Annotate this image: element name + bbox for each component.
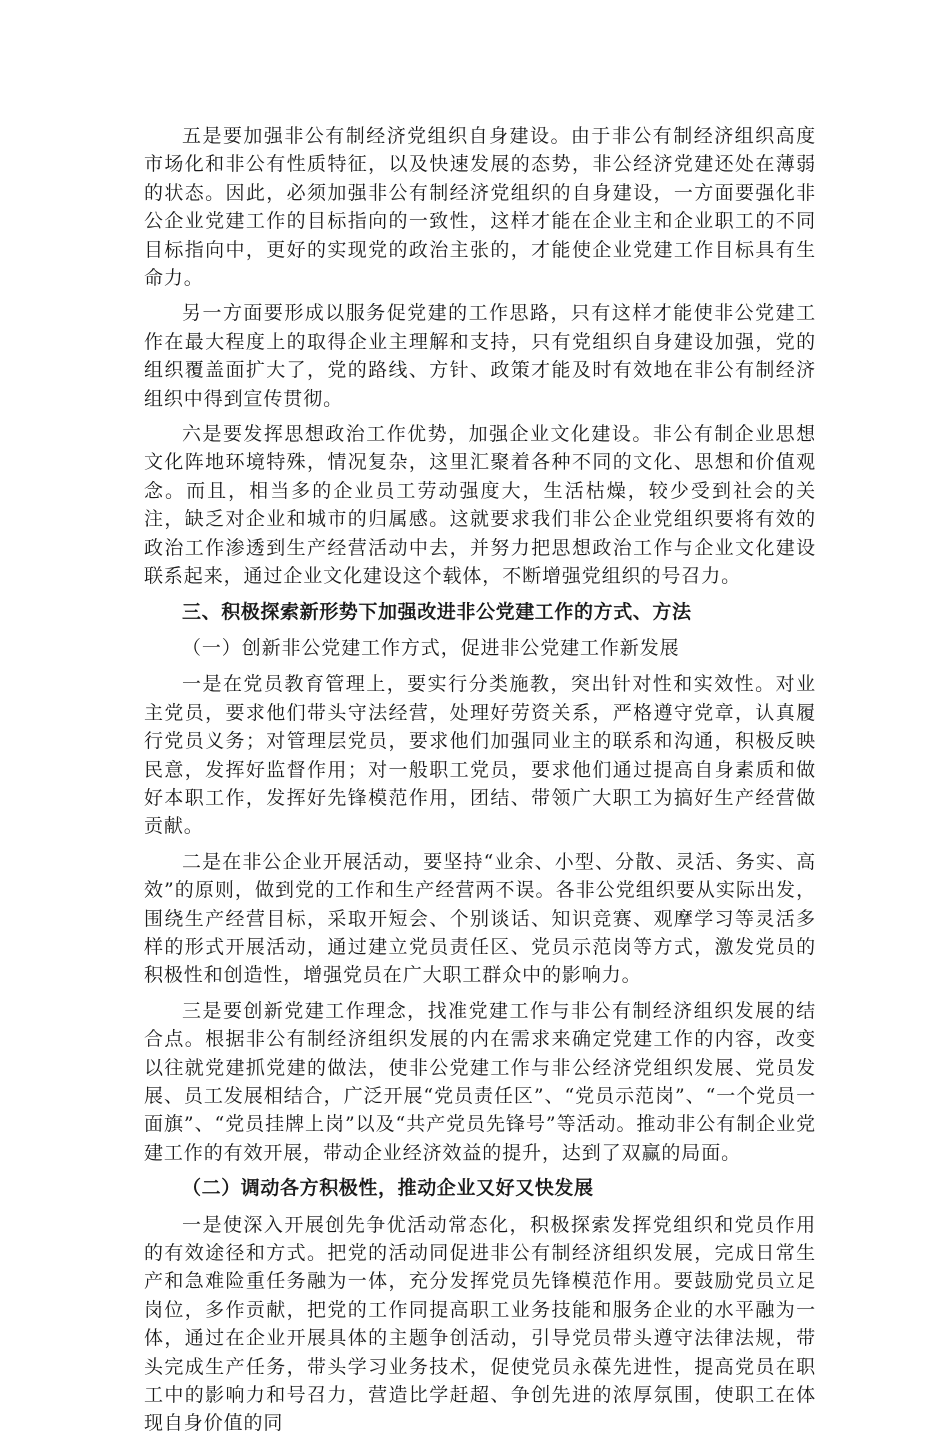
section-heading: 三、积极探索新形势下加强改进非公党建工作的方式、方法 [182,600,692,623]
paragraph: 另一方面要形成以服务促党建的工作思路，只有这样才能使非公党建工作在最大程度上的取得企业主理解和支持，只有党组织自身建设加强，党的组织覆盖面扩大了，党的路线、方针、政策才能及时有效地在非公有制经济组织中得到宣传贯彻。 [144,302,816,410]
subheading-mobilize: （二）调动各方积极性，推动企业又好又快发展 [182,1177,594,1200]
paragraph: 三是要创新党建工作理念，找准党建工作与非公有制经济组织发展的结合点。根据非公有制经济组织发展的内在需求来确定党建工作的内容，改变以往就党建抓党建的做法，使非公党建工作与非公经济党组织发展、党员发展、员工发展相结合，广泛开展“党员责任区”、“党员示范岗”、“一个党员一面旗”、“党员挂牌上岗”以及“共产党员先锋号”等活动。推动非公有制企业党建工作的有效开展，带动企业经济效益的提升，达到了双赢的局面。 [144,999,816,1164]
paragraph: 一是在党员教育管理上，要实行分类施教，突出针对性和实效性。对业主党员，要求他们带头守法经营，处理好劳资关系，严格遵守党章，认真履行党员义务；对管理层党员，要求他们加强同业主的联系和沟通，积极反映民意，发挥好监督作用；对一般职工党员，要求他们通过提高自身素质和做好本职工作，发挥好先锋模范作用，团结、带领广大职工为搞好生产经营做贡献。 [144,673,816,838]
paragraph: 五是要加强非公有制经济党组织自身建设。由于非公有制经济组织高度市场化和非公有性质特征，以及快速发展的态势，非公经济党建还处在薄弱的状态。因此，必须加强非公有制经济党组织的自身建设，一方面要强化非公企业党建工作的目标指向的一致性，这样才能在企业主和企业职工的不同目标指向中，更好的实现党的政治主张的，才能使企业党建工作目标具有生命力。 [144,125,816,290]
subheading-innovation: （一）创新非公党建工作方式，促进非公党建工作新发展 [182,636,680,659]
paragraph: 六是要发挥思想政治工作优势，加强企业文化建设。非公有制企业思想文化阵地环境特殊，情况复杂，这里汇聚着各种不同的文化、思想和价值观念。而且，相当多的企业员工劳动强度大，生活枯燥，较少受到社会的关注，缺乏对企业和城市的归属感。这就要求我们非公企业党组织要将有效的政治工作渗透到生产经营活动中去，并努力把思想政治工作与企业文化建设联系起来，通过企业文化建设这个载体，不断增强党组织的号召力。 [144,423,816,588]
paragraph: 二是在非公企业开展活动，要坚持“业余、小型、分散、灵活、务实、高效”的原则，做到党的工作和生产经营两不误。各非公党组织要从实际出发，围绕生产经营目标，采取开短会、个别谈话、知识竞赛、观摩学习等灵活多样的形式开展活动，通过建立党员责任区、党员示范岗等方式，激发党员的积极性和创造性，增强党员在广大职工群众中的影响力。 [144,850,816,987]
paragraph: 一是使深入开展创先争优活动常态化，积极探索发挥党组织和党员作用的有效途径和方式。把党的活动同促进非公有制经济组织发展，完成日常生产和急难险重任务融为一体，充分发挥党员先锋模范作用。要鼓励党员立足岗位，多作贡献，把党的工作同提高职工业务技能和服务企业的水平融为一体，通过在企业开展具体的主题争创活动，引导党员带头遵守法律法规，带头完成生产任务，带头学习业务技术，促使党员永葆先进性，提高党员在职工中的影响力和号召力，营造比学赶超、争创先进的浓厚氛围，使职工在体现自身价值的同 [144,1213,816,1435]
document-page [144,122,816,1445]
